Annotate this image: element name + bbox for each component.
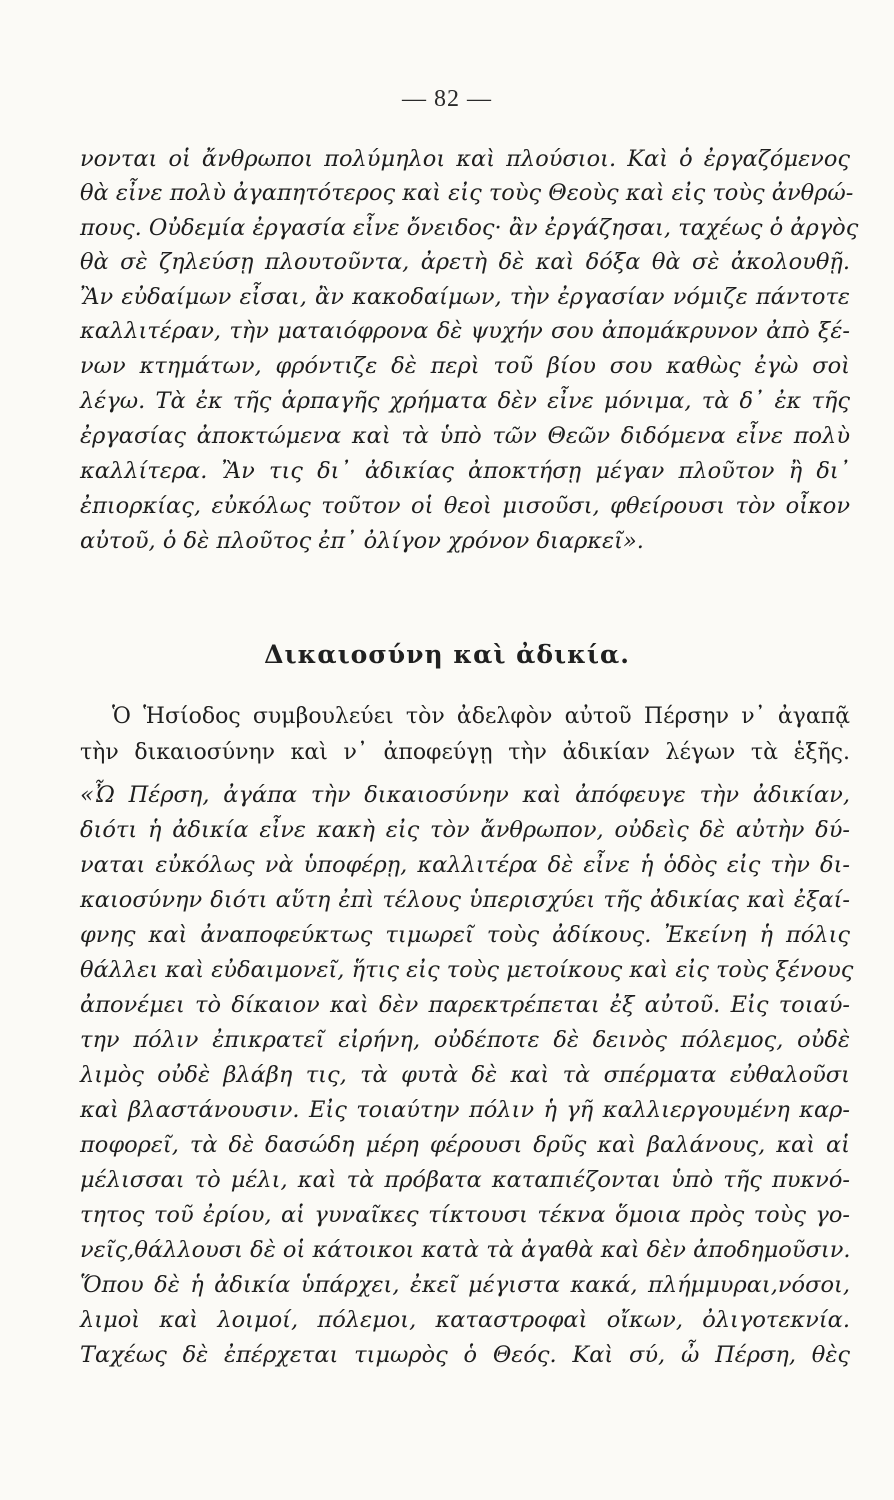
text-line: καλλιτέραν, τὴν ματαιόφρονα δὲ ψυχήν σου ἀπομάκρυνον ἀπὸ ξέ- <box>80 318 850 344</box>
text-line: μέλισσαι τὸ μέλι, καὶ τὰ πρόβατα καταπιέζονται ὑπὸ τῆς πυκνό- <box>80 1167 850 1193</box>
text-line: ποφορεῖ, τὰ δὲ δασώδη μέρη φέρουσι δρῦς καὶ βαλάνους, καὶ αἱ <box>80 1132 850 1158</box>
text-line: λέγω. Τὰ ἐκ τῆς ἁρπαγῆς χρήματα δὲν εἶνε μόνιμα, τὰ δ᾽ ἐκ τῆς <box>80 388 850 414</box>
text-line: ναται εὐκόλως νὰ ὑποφέρῃ, καλλιτέρα δὲ εἶνε ἡ ὁδὸς εἰς τὴν δι- <box>80 852 850 878</box>
text-line: πους. Οὐδεμία ἐργασία εἶνε ὄνειδος· ἂν ἐργάζησαι, ταχέως ὁ ἀργὸς <box>80 215 859 241</box>
text-line: καὶ βλαστάνουσιν. Εἰς τοιαύτην πόλιν ἡ γῆ καλλιεργουμένη καρ- <box>80 1097 850 1123</box>
text-line: «Ὦ Πέρση, ἀγάπα τὴν δικαιοσύνην καὶ ἀπόφευγε τὴν ἀδικίαν, <box>80 782 850 808</box>
text-line: τητος τοῦ ἐρίου, αἱ γυναῖκες τίκτουσι τέκνα ὅμοια πρὸς τοὺς γο- <box>80 1202 850 1228</box>
text-line: νονται οἱ ἄνθρωποι πολύμηλοι καὶ πλούσιοι. Καὶ ὁ ἐργαζόμενος <box>80 146 850 172</box>
text-line: ἀπονέμει τὸ δίκαιον καὶ δὲν παρεκτρέπεται ἐξ αὐτοῦ. Εἰς τοιαύ- <box>80 992 850 1018</box>
page-number: — 82 — <box>402 86 492 112</box>
text-line: ἐργασίας ἀποκτώμενα καὶ τὰ ὑπὸ τῶν Θεῶν διδόμενα εἶνε πολὺ <box>80 423 850 449</box>
text-line: νων κτημάτων, φρόντιζε δὲ περὶ τοῦ βίου σου καθὼς ἐγὼ σοὶ <box>80 353 850 379</box>
text-line: την πόλιν ἐπικρατεῖ εἰρήνη, οὐδέποτε δὲ δεινὸς πόλεμος, οὐδὲ <box>80 1027 850 1053</box>
text-line: ἐπιορκίας, εὐκόλως τοῦτον οἱ θεοὶ μισοῦσι, φθείρουσι τὸν οἶκον <box>80 493 850 519</box>
text-line: Ταχέως δὲ ἐπέρχεται τιμωρὸς ὁ Θεός. Καὶ σύ, ὦ Πέρση, θὲς <box>80 1342 850 1368</box>
text-line: τὴν δικαιοσύνην καὶ ν᾽ ἀποφεύγῃ τὴν ἀδικίαν λέγων τὰ ἑξῆς. <box>80 740 850 765</box>
text-line: νεῖς,θάλλουσι δὲ οἱ κάτοικοι κατὰ τὰ ἀγαθὰ καὶ δὲν ἀποδημοῦσιν. <box>80 1237 851 1263</box>
section-heading: Δικαιοσύνη καὶ ἀδικία. <box>264 640 630 669</box>
text-line: Ὅπου δὲ ἡ ἀδικία ὑπάρχει, ἐκεῖ μέγιστα κακά, πλήμμυραι,νόσοι, <box>80 1272 850 1298</box>
text-line: Ὁ Ἡσίοδος συμβουλεύει τὸν ἀδελφὸν αὐτοῦ Πέρσην ν᾽ ἀγαπᾷ <box>112 704 850 729</box>
text-line: λιμὸς οὐδὲ βλάβη τις, τὰ φυτὰ δὲ καὶ τὰ σπέρματα εὐθαλοῦσι <box>80 1062 850 1088</box>
text-line: λιμοὶ καὶ λοιμοί, πόλεμοι, καταστροφαὶ οἴκων, ὀλιγοτεκνία. <box>80 1307 850 1333</box>
text-line: καιοσύνην διότι αὕτη ἐπὶ τέλους ὑπερισχύει τῆς ἀδικίας καὶ ἐξαί- <box>80 887 850 913</box>
text-line: φνης καὶ ἀναποφεύκτως τιμωρεῖ τοὺς ἀδίκους. Ἐκείνη ἡ πόλις <box>80 922 850 948</box>
text-line: θὰ εἶνε πολὺ ἀγαπητότερος καὶ εἰς τοὺς Θεοὺς καὶ εἰς τοὺς ἀνθρώ- <box>80 180 854 206</box>
text-line: θὰ σὲ ζηλεύσῃ πλουτοῦντα, ἀρετὴ δὲ καὶ δόξα θὰ σὲ ἀκολουθῇ. <box>80 249 850 275</box>
text-line: αὐτοῦ, ὁ δὲ πλοῦτος ἐπ᾽ ὀλίγον χρόνον διαρκεῖ». <box>80 528 644 554</box>
text-line: καλλίτερα. Ἂν τις δι᾽ ἀδικίας ἀποκτήσῃ μέγαν πλοῦτον ἢ δι᾽ <box>80 458 850 484</box>
text-line: θάλλει καὶ εὐδαιμονεῖ, ἥτις εἰς τοὺς μετοίκους καὶ εἰς τοὺς ξένους <box>80 957 854 983</box>
text-line: διότι ἡ ἀδικία εἶνε κακὴ εἰς τὸν ἄνθρωπον, οὐδεὶς δὲ αὐτὴν δύ- <box>80 817 850 843</box>
text-line: Ἂν εὐδαίμων εἶσαι, ἂν κακοδαίμων, τὴν ἐργασίαν νόμιζε πάντοτε <box>80 284 850 310</box>
